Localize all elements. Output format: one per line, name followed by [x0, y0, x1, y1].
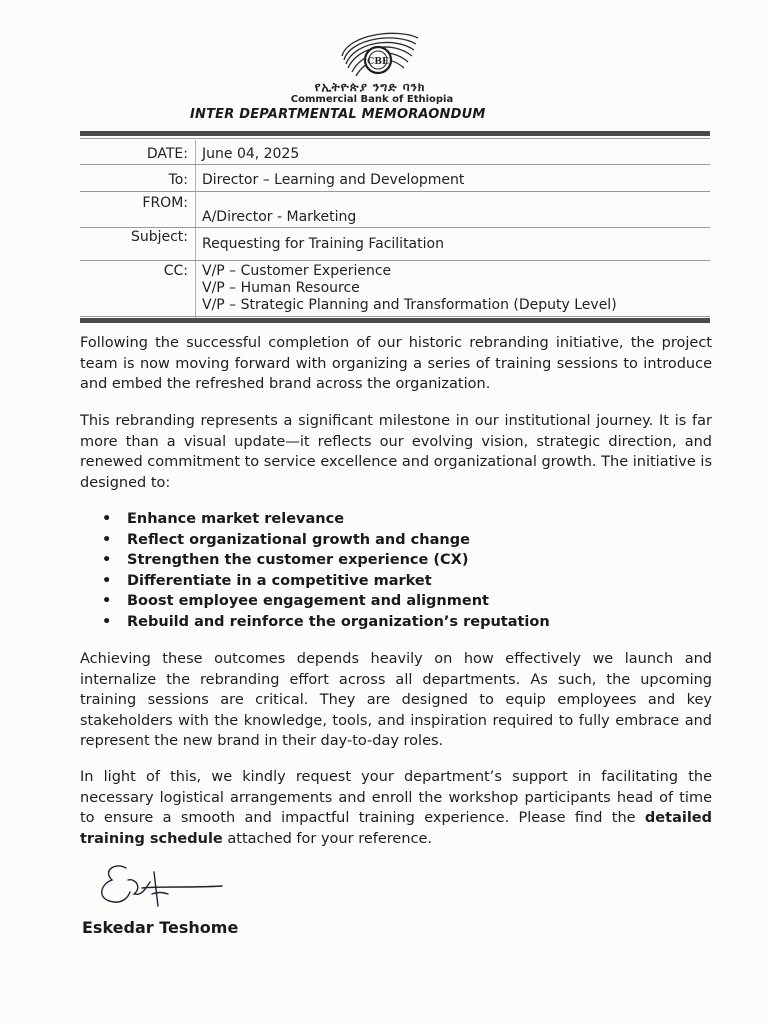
row-separator [80, 260, 710, 261]
paragraph-1: Following the successful completion of our historic rebranding initiative, the project team is now moving forward with organizing a series of training sessions to introduce and embed the refreshed brand across the organization. [80, 335, 712, 392]
list-item: • Strengthen the customer experience (CX) [80, 550, 720, 571]
paragraph-3: Achieving these outcomes depends heavily on how effectively we launch and internalize the rebranding effort across all departments. As such, the upcoming training sessions are critical. They are designed to equip employees and key stakeholders with the knowledge, tools, and inspiration required to fully embrace and represent the new brand in their day-to-day roles. [80, 651, 712, 749]
top-rule-thin [80, 138, 710, 139]
bottom-rule-thin [80, 316, 710, 317]
paragraph-4-text: In light of this, we kindly request your department’s support in facilitating the necessary logistical arrangements and enroll the workshop participants head of time to ensure a smooth and impactful training experience. Please find the [80, 769, 712, 826]
to-value: Director – Learning and Development [202, 172, 465, 188]
cc-value: V/P – Strategic Planning and Transformation (Deputy Level) [202, 297, 617, 313]
bank-name: Commercial Bank of Ethiopia [290, 94, 454, 105]
paragraph-2: This rebranding represents a significant milestone in our institutional journey. It is far more than a visual update—it reflects our evolving vision, strategic direction, and renewed commitment to service excellence and organizational growth. The initiative is designed to: [80, 413, 712, 491]
top-rule [80, 131, 710, 136]
date-value: June 04, 2025 [202, 146, 300, 162]
list-item: • Enhance market relevance [80, 509, 720, 530]
cc-label: CC: [163, 263, 188, 279]
bottom-rule [80, 318, 710, 323]
row-separator [80, 191, 710, 192]
row-separator [80, 227, 710, 228]
amharic-bank-name: የኢትዮጵያ ንግድ ባንክ [314, 80, 426, 94]
to-label: To: [168, 172, 188, 188]
date-label: DATE: [146, 146, 188, 162]
logo-monogram: CBE [367, 57, 389, 67]
cc-value: V/P – Customer Experience [202, 263, 392, 279]
memo-title: INTER DEPARTMENTAL MEMORAONDUM [190, 107, 486, 122]
from-value: A/Director - Marketing [202, 209, 357, 225]
row-separator [80, 164, 710, 165]
subject-value: Requesting for Training Facilitation [202, 236, 444, 252]
paragraph-4 [80, 767, 712, 849]
list-item: • Boost employee engagement and alignment [80, 591, 720, 612]
objectives-list [80, 509, 720, 632]
paragraph-4-end: attached for your reference. [227, 830, 433, 847]
from-label: FROM: [142, 195, 188, 211]
bank-logo [336, 30, 420, 86]
signatory-name: Eskedar Teshome [82, 918, 239, 937]
table-divider [195, 140, 196, 318]
subject-label: Subject: [130, 229, 188, 245]
list-item: • Rebuild and reinforce the organization’s reputation [80, 612, 720, 633]
list-item: • Reflect organizational growth and change [80, 530, 720, 551]
cc-value: V/P – Human Resource [202, 280, 360, 296]
list-item: • Differentiate in a competitive market [80, 571, 720, 592]
paragraph-4-emphasis: detailed training schedule [80, 810, 713, 847]
signature [92, 858, 232, 918]
